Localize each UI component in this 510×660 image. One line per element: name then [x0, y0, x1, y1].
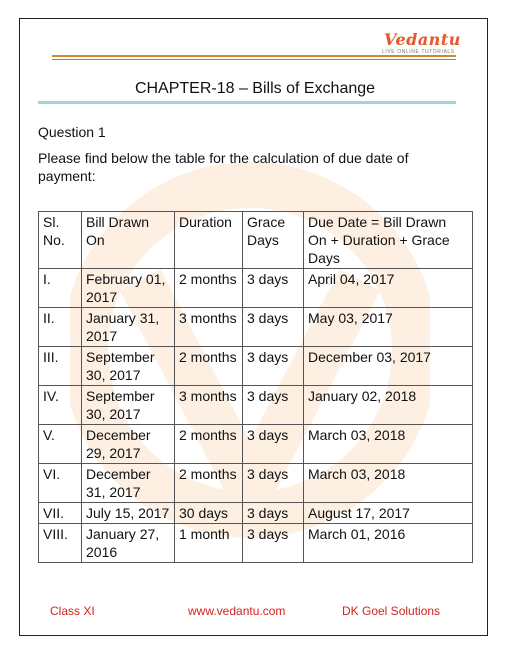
cell-due-date: May 03, 2017 — [304, 308, 473, 347]
table-row — [39, 386, 473, 425]
intro-text: Please find below the table for the calculation of due date of payment: — [38, 150, 409, 184]
cell-duration: 3 months — [175, 386, 243, 425]
table-header-row — [39, 212, 473, 269]
table-row — [39, 308, 473, 347]
cell-duration: 2 months — [175, 347, 243, 386]
cell-grace-days: 3 days — [243, 386, 304, 425]
table-row — [39, 425, 473, 464]
cell-grace-days: 3 days — [243, 464, 304, 503]
cell-bill-drawn-on: January 31, 2017 — [82, 308, 175, 347]
header-sl-no: Sl. No. — [39, 212, 82, 269]
table-row — [39, 347, 473, 386]
logo-wordmark: Vedantu — [384, 30, 461, 49]
cell-sl-no: V. — [39, 425, 82, 464]
footer-class-label: Class XI — [50, 604, 95, 618]
cell-sl-no: III. — [39, 347, 82, 386]
cell-grace-days: 3 days — [243, 308, 304, 347]
cell-duration: 3 months — [175, 308, 243, 347]
cell-sl-no: VI. — [39, 464, 82, 503]
header-bill-drawn-on: Bill Drawn On — [82, 212, 175, 269]
cell-sl-no: IV. — [39, 386, 82, 425]
question-label: Question 1 — [38, 124, 106, 140]
chapter-title: CHAPTER-18 – Bills of Exchange — [134, 80, 376, 97]
header-grace-days: Grace Days — [243, 212, 304, 269]
logo-tagline: LIVE ONLINE TUTORIALS — [382, 49, 455, 55]
vedantu-logo — [376, 30, 461, 58]
cell-due-date: December 03, 2017 — [304, 347, 473, 386]
header-due-date: Due Date = Bill Drawn On + Duration + Grace Days — [304, 212, 473, 269]
cell-grace-days: 3 days — [243, 524, 304, 563]
header-rule — [52, 55, 456, 57]
cell-duration: 2 months — [175, 269, 243, 308]
cell-sl-no: II. — [39, 308, 82, 347]
cell-due-date: March 03, 2018 — [304, 464, 473, 503]
cell-duration: 30 days — [175, 503, 243, 524]
cell-bill-drawn-on: September 30, 2017 — [82, 386, 175, 425]
title-underline — [38, 101, 456, 104]
due-date-table — [38, 211, 473, 563]
table-row — [39, 524, 473, 563]
cell-duration: 2 months — [175, 425, 243, 464]
cell-grace-days: 3 days — [243, 347, 304, 386]
footer-website-link[interactable]: www.vedantu.com — [188, 604, 286, 618]
cell-bill-drawn-on: February 01, 2017 — [82, 269, 175, 308]
cell-bill-drawn-on: December 29, 2017 — [82, 425, 175, 464]
cell-duration: 2 months — [175, 464, 243, 503]
table-row — [39, 464, 473, 503]
cell-grace-days: 3 days — [243, 503, 304, 524]
cell-bill-drawn-on: December 31, 2017 — [82, 464, 175, 503]
cell-bill-drawn-on: January 27, 2016 — [82, 524, 175, 563]
header-duration: Duration — [175, 212, 243, 269]
cell-sl-no: I. — [39, 269, 82, 308]
cell-due-date: March 03, 2018 — [304, 425, 473, 464]
table-row — [39, 503, 473, 524]
cell-due-date: January 02, 2018 — [304, 386, 473, 425]
cell-due-date: August 17, 2017 — [304, 503, 473, 524]
cell-duration: 1 month — [175, 524, 243, 563]
cell-bill-drawn-on: July 15, 2017 — [82, 503, 175, 524]
cell-sl-no: VII. — [39, 503, 82, 524]
cell-grace-days: 3 days — [243, 425, 304, 464]
header-rule-thin — [52, 59, 456, 60]
footer-book-title: DK Goel Solutions — [342, 604, 441, 618]
cell-grace-days: 3 days — [243, 269, 304, 308]
cell-due-date: March 01, 2016 — [304, 524, 473, 563]
cell-due-date: April 04, 2017 — [304, 269, 473, 308]
table-row — [39, 269, 473, 308]
cell-sl-no: VIII. — [39, 524, 82, 563]
cell-bill-drawn-on: September 30, 2017 — [82, 347, 175, 386]
